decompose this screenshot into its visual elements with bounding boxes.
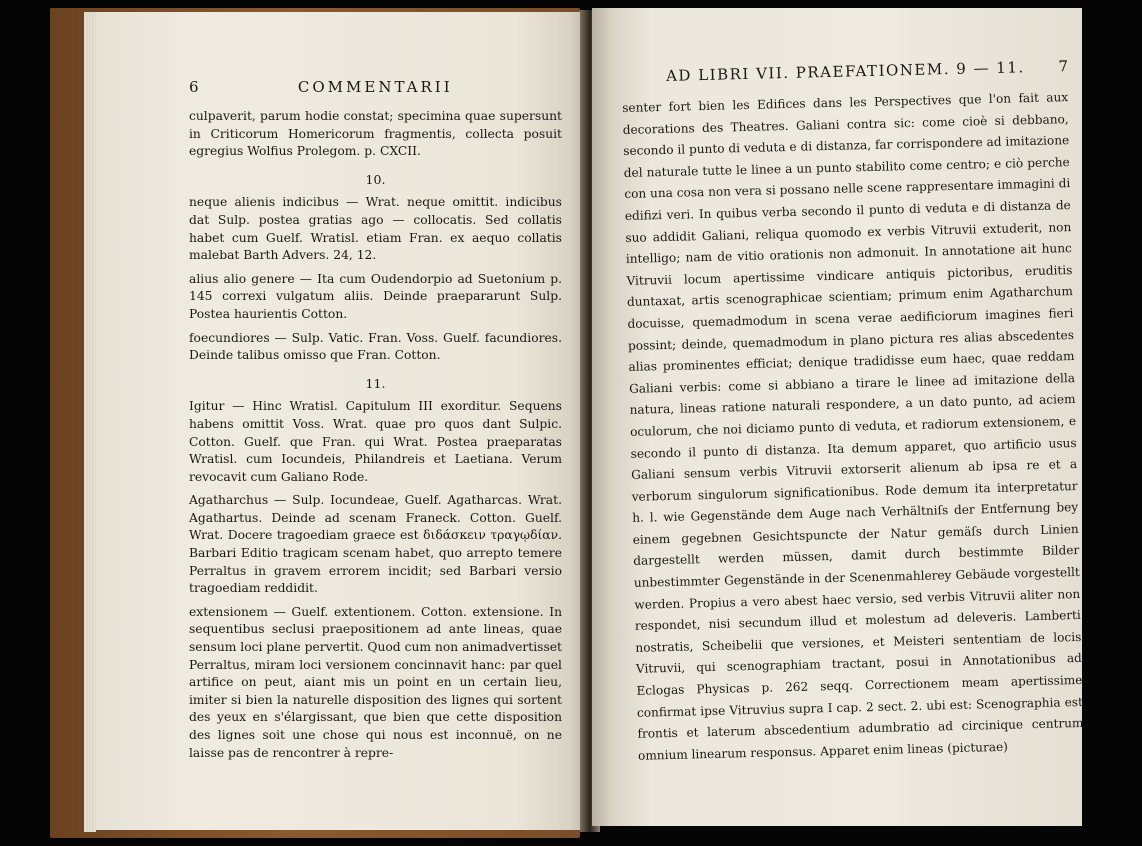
right-running-head (622, 57, 1068, 90)
right-folio: 7 (1058, 57, 1069, 76)
left-para-1: culpaverit, parum hodie constat; specimina quae supersunt in Criticorum Homericorum fragmentis, collecta posuit egregius Wolfius Prolegom. p. CXCII. (189, 109, 562, 159)
left-page (96, 12, 588, 830)
left-running-title: COMMENTARII (297, 78, 453, 96)
right-para-1: senter fort bien les Edifices dans les Perspectives que l'on fait aux decorations des Theatres. Galiani contra sic: come cioè si debbano, secondo il punto di veduta e di distanza, far corrispondere ad imitazione del naturale tutte le linee a un punto stabilito come centro; e ciò perche con una cosa non vera si possano nelle scene rappresentare immagini di edifizi veri. In quibus verba secondo il punto di veduta e di distanza de suo addidit Galiani, reliqua quomodo ex verbis Vitruvii extuderit, non intelligo; nam de vitio orationis non admonuit. In annotatione ait hunc Vitruvii locum apertissime vindicare antiquis pictoribus, eruditis duntaxat, artis scenographicae scientiam; primum enim Agatharchum docuisse, quemadmodum in scena verae aedificiorum imagines fieri possint; deinde, quemadmodum in plano pictura res alias abscedentes alias prominentes efficiat; denique tradidisse eum haec, quae reddam Galiani verbis: come si abbiano a tirare le linee ad imitazione della natura, lineas ratione naturali respondere, a un dato punto, ad aciem oculorum, che noi diciamo punto di veduta, et radiorum extensionem, e secondo il punto di distanza. Ita demum apparet, quo artificio usus Galiani sensum verbis Vitruvii extorserit alienum ab ipsa re et a verborum singulorum significationibus. Rode demum ita interpretatur h. l. wie Gegenstände dem Auge nach Verhältniſs der Entfernung bey einem gegebnen Gesichtspuncte der Natur gemäſs durch Linien dargestellt werden müssen, damit durch bestimmte Bilder unbestimmter Gegenstände in der Scenenmahlerey Gebäude vorgestellt werden. Propius a vero abest haec versio, sed verbis Vitruvii aliter non respondet, nisi secundum illud et molestum ad deleveris. Lamberti nostratis, Scheibelii que versiones, et Meisteri sententiam de locis Vitruvii, qui scenographiam tractant, posui in Annotationibus ad Eclogas Physicas p. 262 seqq. Correctionem meam apertissime confirmat ipse Vitruvius supra I cap. 2 sect. 2. ubi est: Scenographia est frontis et laterum abscedentium adumbratio ad circinique centrum omnium linearum responsus. Apparet enim lineas (picturae) (622, 90, 1084, 763)
right-running-title: AD LIBRI VII. PRAEFATIONEM. 9 — 11. (665, 58, 1025, 85)
page-edges (84, 12, 96, 832)
section-number-10: 10. (365, 171, 386, 187)
section-number-11: 11. (365, 375, 386, 391)
left-running-head (189, 78, 562, 100)
left-para-2: neque alienis indicibus — Wrat. neque omittit. indicibus dat Sulp. postea gratias ago — collocatis. Sed collatis habet cum Guelf. Wratisl. etiam Fran. ex aequo collatis malebat Barth Advers. 24, 12. (189, 195, 562, 263)
left-para-5: Igitur — Hinc Wratisl. Capitulum III exorditur. Sequens habens omittit Voss. Wrat. quae pro quos dant Sulpic. Cotton. Guelf. que Fran. qui Wrat. Postea praeparatas Wratisl. cum Iocundeis, Philandreis et Laetiana. Verum revocavit cum Galiano Rode. (189, 399, 562, 484)
left-para-4: foecundiores — Sulp. Vatic. Fran. Voss. Guelf. facundiores. Deinde talibus omisso que Fran. Cotton. (189, 330, 562, 363)
left-para-7: extensionem — Guelf. extentionem. Cotton. extensione. In sequentibus seclusi praepositionem ad ante lineas, quae sensum loci plane pervertit. Quod cum non animadvertisset Perraltus, miram loci versionem concinnavit hanc: par quel artifice on peut, aiant mis un point en un certain lieu, imiter si bien la naturelle disposition des lignes qui sortent des yeux en s'élargissant, que bien que cette disposition des lignes soit une chose qui nous est inconnuë, on ne laisse pas de rencontrer à repre- (189, 604, 562, 760)
left-folio: 6 (189, 78, 199, 96)
left-para-3: alius alio genere — Ita cum Oudendorpio ad Suetonium p. 145 correxi vulgatum aliis. Deinde praepararunt Sulp. Postea haurientis Cotton. (189, 271, 562, 321)
left-text-block (189, 108, 562, 762)
right-page (592, 8, 1082, 826)
left-para-6: Agatharchus — Sulp. Iocundeae, Guelf. Agatharcas. Wrat. Agathartus. Deinde ad scenam Franeck. Cotton. Guelf. Wrat. Docere tragoediam graece est διδάσκειν τραγῳδίαν. Barbari Editio tragicam scenam habet, quo arrepto temere Perraltus in gravem errorem incidit; sed Barbari versio tragoediam reddidit. (189, 493, 562, 596)
right-text-block (622, 87, 1084, 767)
